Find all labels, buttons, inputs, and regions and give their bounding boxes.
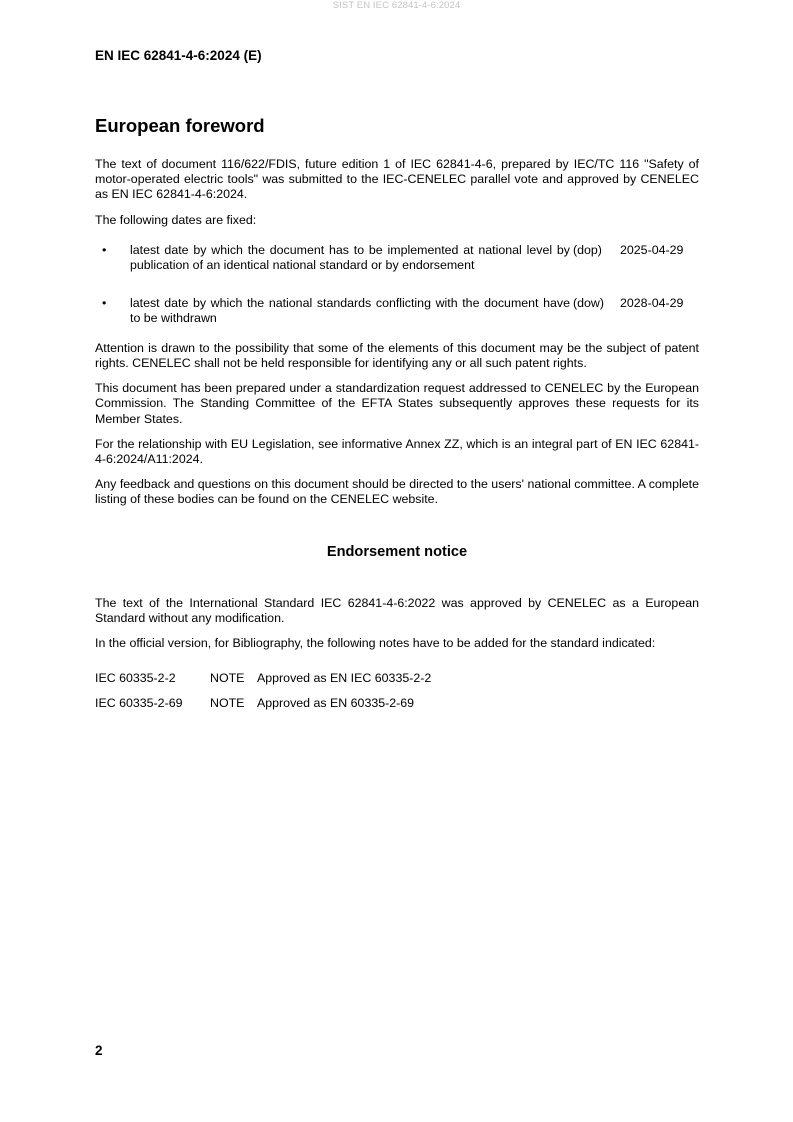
bibliography-intro: In the official version, for Bibliography, the following notes have to be added for the standard indicated: — [95, 636, 656, 651]
note-text: Approved as EN IEC 60335-2-2 — [257, 671, 432, 686]
endorsement-heading: Endorsement notice — [326, 543, 468, 560]
document-header: EN IEC 62841-4-6:2024 (E) — [95, 48, 262, 63]
feedback-paragraph: Any feedback and questions on this document should be directed to the users' national committee. A complete listing of these bodies can be found on the CENELEC website. — [95, 477, 699, 507]
date-item-text: latest date by which the national standards conflicting with the document have to be withdrawn — [130, 295, 570, 326]
note-standard: IEC 60335-2-2 — [95, 671, 176, 686]
date-item-text: latest date by which the document has to be implemented at national level by publication of an identical national standard or by endorsement — [130, 242, 570, 273]
foreword-content — [95, 157, 699, 721]
intro-paragraph: The text of document 116/622/FDIS, future edition 1 of IEC 62841-4-6, prepared by IEC/TC 116 "Safety of motor-operated electric tools" was submitted to the IEC-CENELEC parallel vote and approved by CENELEC as EN IEC 62841-4-6:2024. — [95, 157, 699, 202]
note-label: NOTE — [210, 696, 245, 711]
dates-intro: The following dates are fixed: — [95, 212, 257, 227]
bullet-icon: • — [102, 295, 107, 310]
date-item-code: (dow) — [573, 295, 604, 310]
bullet-icon: • — [102, 242, 107, 257]
note-row — [95, 696, 699, 711]
endorsement-paragraph: The text of the International Standard IEC 62841-4-6:2022 was approved by CENELEC as a European Standard without any modification. — [95, 595, 699, 626]
watermark: SIST EN IEC 62841-4-6:2024 — [332, 0, 461, 11]
standardization-paragraph: This document has been prepared under a standardization request addressed to CENELEC by the European Commission. The Standing Committee of the EFTA States subsequently approves these requests for its Member States. — [95, 381, 699, 426]
page-number: 2 — [95, 1043, 103, 1058]
note-standard: IEC 60335-2-69 — [95, 696, 183, 711]
date-item-date: 2025-04-29 — [620, 242, 684, 257]
date-item-code: (dop) — [573, 242, 602, 257]
date-item-dow — [95, 296, 699, 341]
page-title: European foreword — [95, 115, 265, 136]
note-row — [95, 671, 699, 686]
date-item-date: 2028-04-29 — [620, 295, 684, 310]
date-item-dop — [95, 243, 699, 288]
note-label: NOTE — [210, 671, 245, 686]
patent-paragraph: Attention is drawn to the possibility that some of the elements of this document may be the subject of patent rights. CENELEC shall not be held responsible for identifying any or all such patent rights. — [95, 340, 699, 371]
note-text: Approved as EN 60335-2-69 — [257, 696, 415, 711]
legislation-paragraph: For the relationship with EU Legislation, see informative Annex ZZ, which is an integral part of EN IEC 62841-4-6:2024/A11:2024. — [95, 436, 699, 467]
